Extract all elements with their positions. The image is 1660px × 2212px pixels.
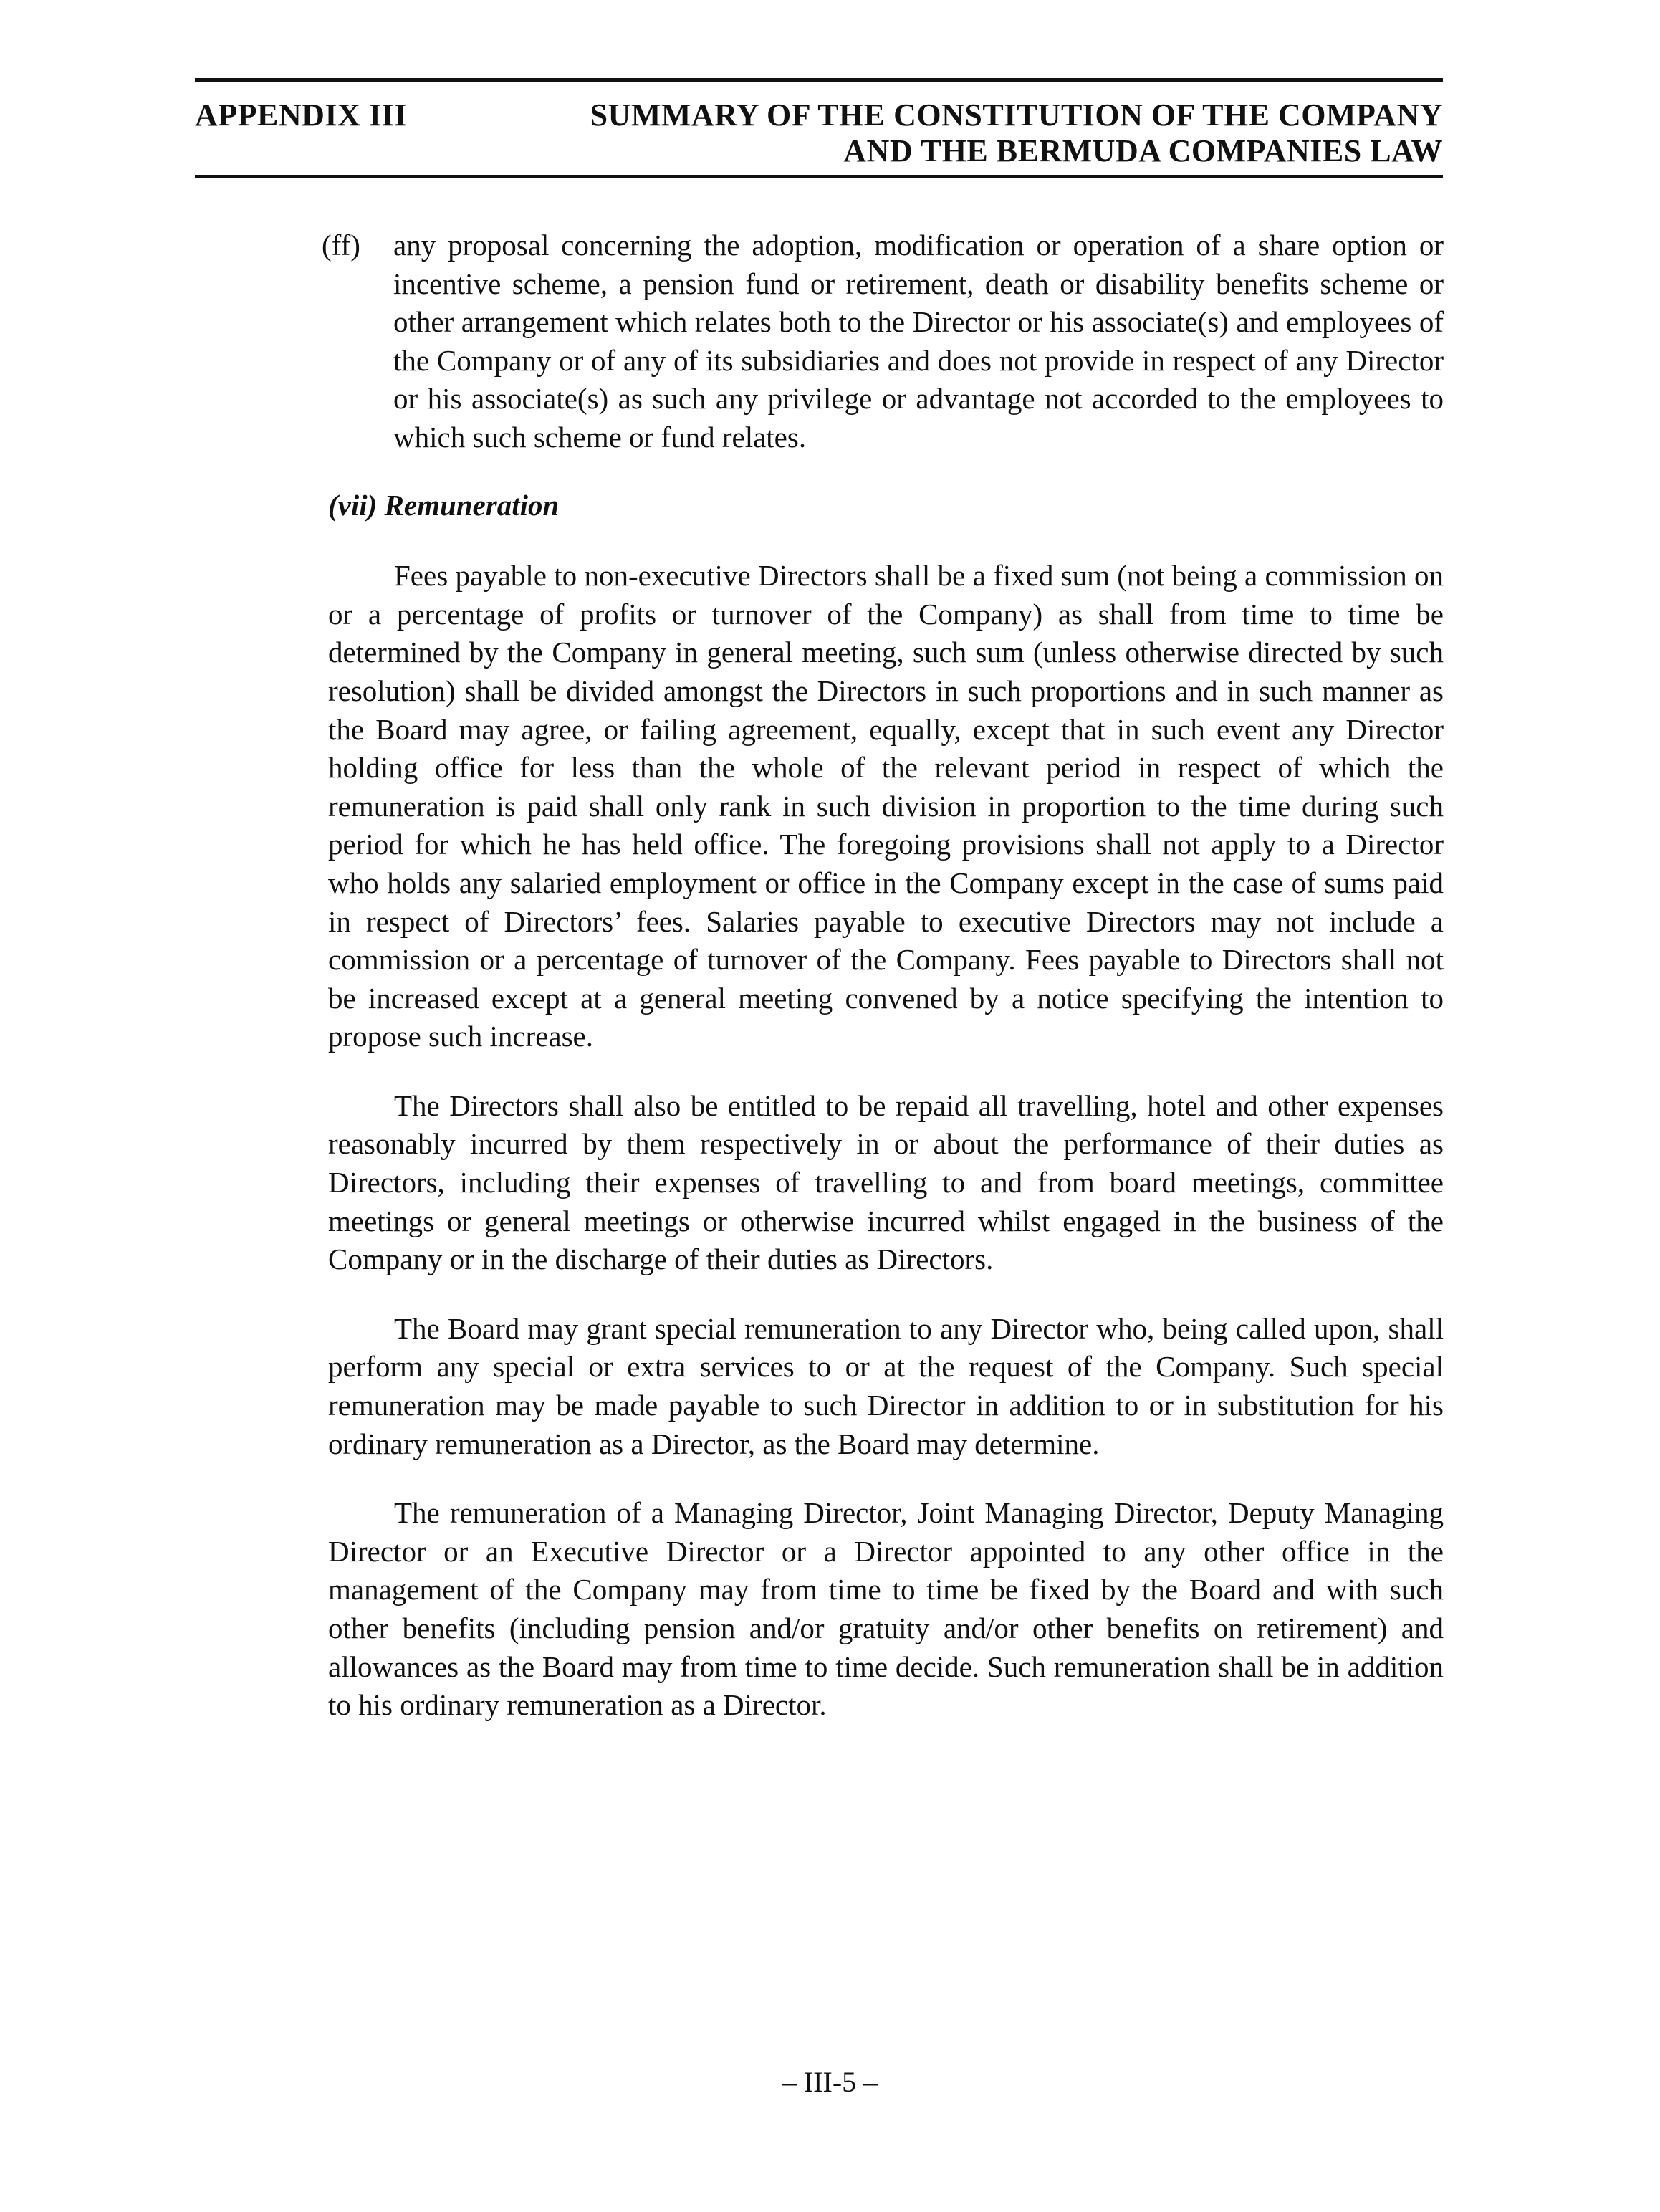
section-heading: (vii) Remuneration	[328, 488, 560, 522]
page-number: – III-5 –	[782, 2066, 878, 2098]
paragraph: The Board may grant special remuneration to any Director who, being called upon, shall perform any special or extra services to or at the request of the Company. Such special remuneration may be made payable to such Director in addition to or in substitution for his ordinary remuneration as a Director, as the Board may determine.	[328, 1311, 1444, 1460]
appendix-label: APPENDIX III	[195, 97, 407, 133]
list-item-marker: (ff)	[322, 229, 360, 262]
header-bottom-rule	[195, 175, 1443, 178]
paragraph: The remuneration of a Managing Director, Joint Managing Director, Deputy Managing Director or an Executive Director or a Director appointed to any other office in the management of the Company may from time to time be fixed by the Board and with such other benefits (including pension and/or gratuity and/or other benefits on retirement) and allowances as the Board may from time to time decide. Such remuneration shall be in addition to his ordinary remuneration as a Director.	[328, 1496, 1444, 1722]
header-title-line-2: AND THE BERMUDA COMPANIES LAW	[843, 133, 1443, 168]
header-title	[590, 97, 1443, 169]
paragraph: Fees payable to non-executive Directors shall be a fixed sum (not being a commission on or a percentage of profits or turnover of the Company) as shall from time to time be determined by the Company in general meeting, such sum (unless otherwise directed by such resolution) shall be divided amongst the Directors in such proportions and in such manner as the Board may agree, or failing agreement, equally, except that in such event any Director holding office for less than the whole of the relevant period in respect of which the remuneration is paid shall only rank in such division in proportion to the time during such period for which he has held office. The foregoing provisions shall not apply to a Director who holds any salaried employment or office in the Company except in the case of sums paid in respect of Directors’ fees. Salaries payable to executive Directors may not include a commission or a percentage of turnover of the Company. Fees payable to Directors shall not be increased except at a general meeting convened by a notice specifying the intention to propose such increase.	[328, 559, 1444, 1053]
document-body	[322, 226, 1444, 1756]
list-item-ff	[262, 226, 1444, 457]
paragraph: The Directors shall also be entitled to be repaid all travelling, hotel and other expenses reasonably incurred by them respectively in or about the performance of their duties as Directors, including their expenses of travelling to and from board meetings, committee meetings or general meetings or otherwise incurred whilst engaged in the business of the Company or in the discharge of their duties as Directors.	[328, 1088, 1444, 1276]
page-header	[195, 93, 1443, 171]
header-title-line-1: SUMMARY OF THE CONSTITUTION OF THE COMPANY	[590, 97, 1443, 133]
list-item-text: any proposal concerning the adoption, modification or operation of a share option or incentive scheme, a pension fund or retirement, death or disability benefits scheme or other arrangement which relates both to the Director or his associate(s) and employees of the Company or of any of its subsidiaries and does not provide in respect of any Director or his associate(s) as such any privilege or advantage not accorded to the employees to which such scheme or fund relates.	[393, 229, 1444, 454]
header-top-rule	[195, 78, 1443, 82]
